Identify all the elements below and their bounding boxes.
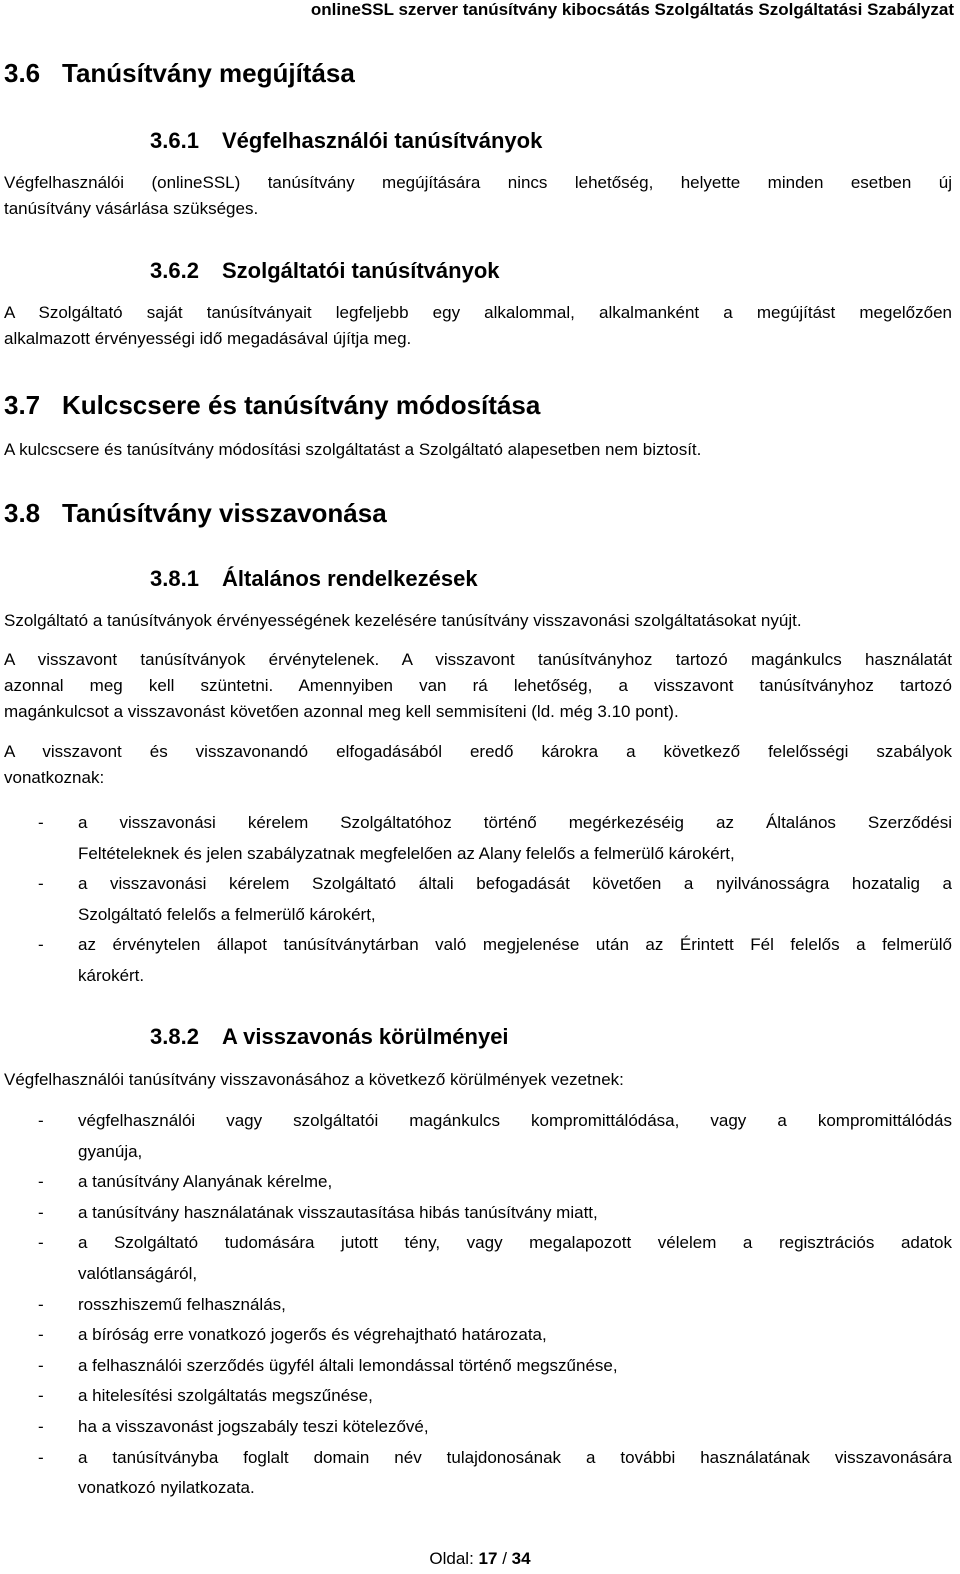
heading-number: 3.6.2: [150, 258, 199, 283]
list-item: [4, 1106, 952, 1167]
heading-3-8: [4, 498, 387, 529]
list-item: [4, 930, 952, 991]
heading-3-6-1: [150, 128, 542, 154]
heading-3-6-2: [150, 258, 500, 284]
list-dash: -: [38, 1355, 44, 1375]
list-item-line: a visszavonási kérelem Szolgáltatóhoz történő megérkezéséig az Általános Szerződési: [78, 813, 952, 832]
list-dash: -: [38, 1111, 44, 1130]
list-item-line: a Szolgáltató tudomására jutott tény, vagy megalapozott vélelem a regisztrációs adatok: [78, 1233, 952, 1253]
list-dash: -: [38, 1386, 44, 1406]
paragraph-3-7: [4, 437, 952, 463]
heading-3-6: [4, 58, 355, 89]
list-dash: -: [38, 935, 44, 954]
paragraph-line: Szolgáltató a tanúsítványok érvényességének kezelésére tanúsítvány visszavonási szolgáltatásokat nyújt.: [4, 611, 802, 630]
list-item-line: az érvénytelen állapot tanúsítványtárban való megjelenése után az Érintett Fél felelős a felmerülő: [78, 935, 952, 954]
heading-number: 3.8.1: [150, 566, 199, 591]
list-dash: -: [38, 1233, 44, 1253]
page-footer: [0, 1549, 960, 1569]
list-dash: -: [38, 1416, 44, 1436]
list-item-line: ha a visszavonást jogszabály teszi kötelezővé,: [78, 1416, 429, 1436]
paragraph-line: alkalmazott érvényességi idő megadásával újítja meg.: [4, 329, 412, 348]
heading-3-8-2: [150, 1024, 509, 1050]
list-item-line: vonatkozó nyilatkozata.: [78, 1478, 255, 1498]
list-item-line: a visszavonási kérelem Szolgáltató általi befogadását követően a nyilvánosságra hozatalig a: [78, 874, 952, 893]
paragraph-line: Végfelhasználói (onlineSSL) tanúsítvány megújítására nincs lehetőség, helyette minden esetben új: [4, 173, 952, 192]
list-item: [4, 1443, 952, 1504]
list-item-line: a felhasználói szerződés ügyfél általi lemondással történő megszűnése,: [78, 1355, 618, 1375]
list-dash: -: [38, 1172, 44, 1192]
paragraph-3-8-1-b: [4, 647, 952, 725]
list-item: [4, 1351, 952, 1382]
paragraph-line: A Szolgáltató saját tanúsítványait legfeljebb egy alkalommal, alkalmanként a megújítást megelőzően: [4, 303, 952, 322]
heading-number: 3.8: [4, 498, 41, 528]
list-item: [4, 1381, 952, 1412]
heading-title: Kulcscsere és tanúsítvány módosítása: [62, 390, 541, 420]
paragraph-line: A kulcscsere és tanúsítvány módosítási szolgáltatást a Szolgáltató alapesetben nem biztosít.: [4, 440, 702, 459]
paragraph-line: tanúsítvány vásárlása szükséges.: [4, 199, 259, 218]
heading-number: 3.8.2: [150, 1024, 199, 1049]
list-dash: -: [38, 1325, 44, 1345]
list-item-line: károkért.: [78, 965, 145, 985]
list-item-line: valótlanságáról,: [78, 1263, 198, 1283]
heading-number: 3.7: [4, 390, 41, 420]
page-separator: /: [502, 1549, 507, 1568]
paragraph-line: A visszavont és visszavonandó elfogadásából eredő károkra a következő felelősségi szabályok: [4, 742, 952, 761]
page-label: Oldal:: [429, 1549, 474, 1568]
list-item-line: rosszhiszemű felhasználás,: [78, 1294, 286, 1314]
circumstances-list: [4, 1106, 952, 1504]
list-item-line: Szolgáltató felelős a felmerülő károkért,: [78, 904, 376, 924]
heading-3-8-1: [150, 566, 478, 592]
list-dash: -: [38, 1447, 44, 1467]
heading-title: Tanúsítvány visszavonása: [62, 498, 387, 528]
heading-number: 3.6: [4, 58, 41, 88]
paragraph-3-6-2: [4, 300, 952, 352]
paragraph-line: azonnal meg kell szüntetni. Amennyiben van rá lehetőség, a visszavont tanúsítványhoz tartozó: [4, 676, 952, 695]
list-item: [4, 808, 952, 869]
list-item: [4, 1228, 952, 1289]
list-item: [4, 1290, 952, 1321]
list-item: [4, 869, 952, 930]
list-item-line: a hitelesítési szolgáltatás megszűnése,: [78, 1386, 373, 1406]
heading-title: Szolgáltatói tanúsítványok: [222, 258, 500, 283]
list-item-line: gyanúja,: [78, 1141, 143, 1161]
heading-title: Általános rendelkezések: [222, 566, 478, 591]
list-dash: -: [38, 813, 44, 832]
liability-list: [4, 808, 952, 991]
page-number: 17: [478, 1549, 498, 1568]
paragraph-3-8-2: [4, 1067, 952, 1093]
list-item-line: végfelhasználói vagy szolgáltatói magánkulcs kompromittálódása, vagy a kompromittálódás: [78, 1111, 952, 1130]
list-item-line: a tanúsítvány használatának visszautasítása hibás tanúsítvány miatt,: [78, 1202, 598, 1222]
paragraph-line: vonatkoznak:: [4, 768, 105, 787]
list-item: [4, 1167, 952, 1198]
list-item-line: a tanúsítvány Alanyának kérelme,: [78, 1172, 333, 1192]
running-header: onlineSSL szerver tanúsítvány kibocsátás Szolgáltatás Szolgáltatási Szabályzat: [310, 0, 954, 19]
heading-title: Végfelhasználói tanúsítványok: [222, 128, 543, 153]
paragraph-3-8-1-a: [4, 608, 952, 634]
heading-title: A visszavonás körülményei: [222, 1024, 509, 1049]
list-item: [4, 1412, 952, 1443]
paragraph-line: Végfelhasználói tanúsítvány visszavonásához a következő körülmények vezetnek:: [4, 1070, 624, 1089]
list-item-line: a tanúsítványba foglalt domain név tulajdonosának a további használatának visszavonására: [78, 1447, 952, 1467]
list-item-line: a bíróság erre vonatkozó jogerős és végrehajtható határozata,: [78, 1325, 547, 1345]
list-item: [4, 1320, 952, 1351]
paragraph-3-8-1-c: [4, 739, 952, 791]
paragraph-line: A visszavont tanúsítványok érvénytelenek. A visszavont tanúsítványhoz tartozó magánkulcs használatát: [4, 650, 952, 669]
list-dash: -: [38, 874, 44, 893]
list-dash: -: [38, 1202, 44, 1222]
heading-title: Tanúsítvány megújítása: [62, 58, 355, 88]
list-item: [4, 1198, 952, 1229]
paragraph-3-6-1: [4, 170, 952, 222]
paragraph-line: magánkulcsot a visszavonást követően azonnal meg kell semmisíteni (ld. még 3.10 pont).: [4, 702, 679, 721]
heading-3-7: [4, 390, 540, 421]
list-item-line: Feltételeknek és jelen szabályzatnak megfelelően az Alany felelős a felmerülő károkért,: [78, 843, 735, 863]
list-dash: -: [38, 1294, 44, 1314]
page-total: 34: [511, 1549, 531, 1568]
heading-number: 3.6.1: [150, 128, 199, 153]
